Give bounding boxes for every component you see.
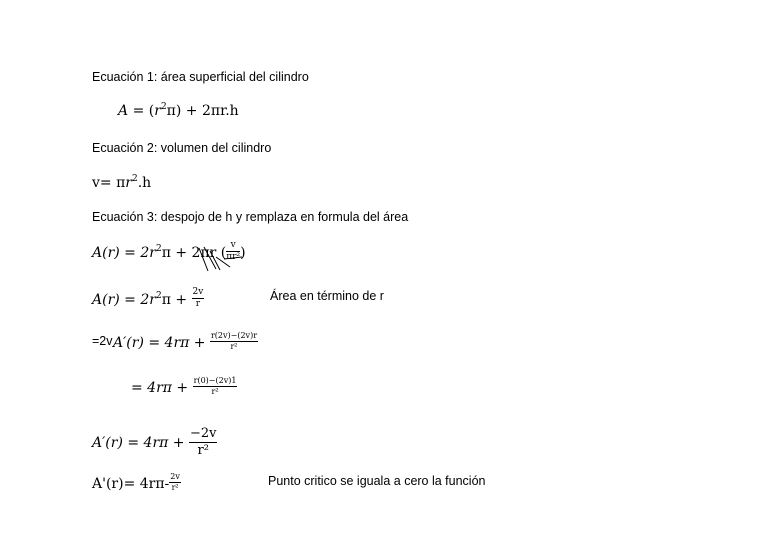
crossed-out-scribble: [196, 245, 248, 275]
area-in-terms-of-r-label: Área en término de r: [270, 289, 384, 303]
prefix-2v: =2v: [92, 334, 113, 348]
equation-3-substitution: $A(r) = 2r^2\pi + 2\pi r$ ( $\frac{v}{\text{πr²}}$ ): [92, 240, 246, 263]
equation-3-label: Ecuación 3: despojo de h y remplaza en formula del área: [92, 210, 409, 224]
equation-2-label: Ecuación 2: volumen del cilindro: [92, 141, 272, 155]
equation-1-surface-area: $A = (r^2\pi) + 2\pi r.h$: [118, 102, 239, 119]
critical-point-label: Punto critico se iguala a cero la función: [268, 474, 486, 488]
equation-5-derivative: A′(r) = 4rπ + $\frac{r(2v)-(2v)r}{\text{r²}}$: [113, 331, 258, 352]
equation-2-volume: $v= \pi r^2.h$: [92, 174, 152, 191]
equation-1-label: Ecuación 1: área superficial del cilindro: [92, 70, 309, 84]
equation-8-critical-point: A'(r)= 4rπ- $\frac{2v}{\text{r²}}$: [92, 472, 180, 493]
equation-7-derivative-simplified: A′(r) = 4rπ + $\frac{-2v}{\text{r²}}$: [92, 426, 217, 458]
equation-4-area-of-r: $A(r) = 2r^2\pi$ + $\frac{2v}{r}$: [92, 287, 204, 310]
equation-6-derivative-step: = 4rπ + $\frac{r(0)-(2v)1}{\text{r²}}$: [131, 376, 237, 397]
